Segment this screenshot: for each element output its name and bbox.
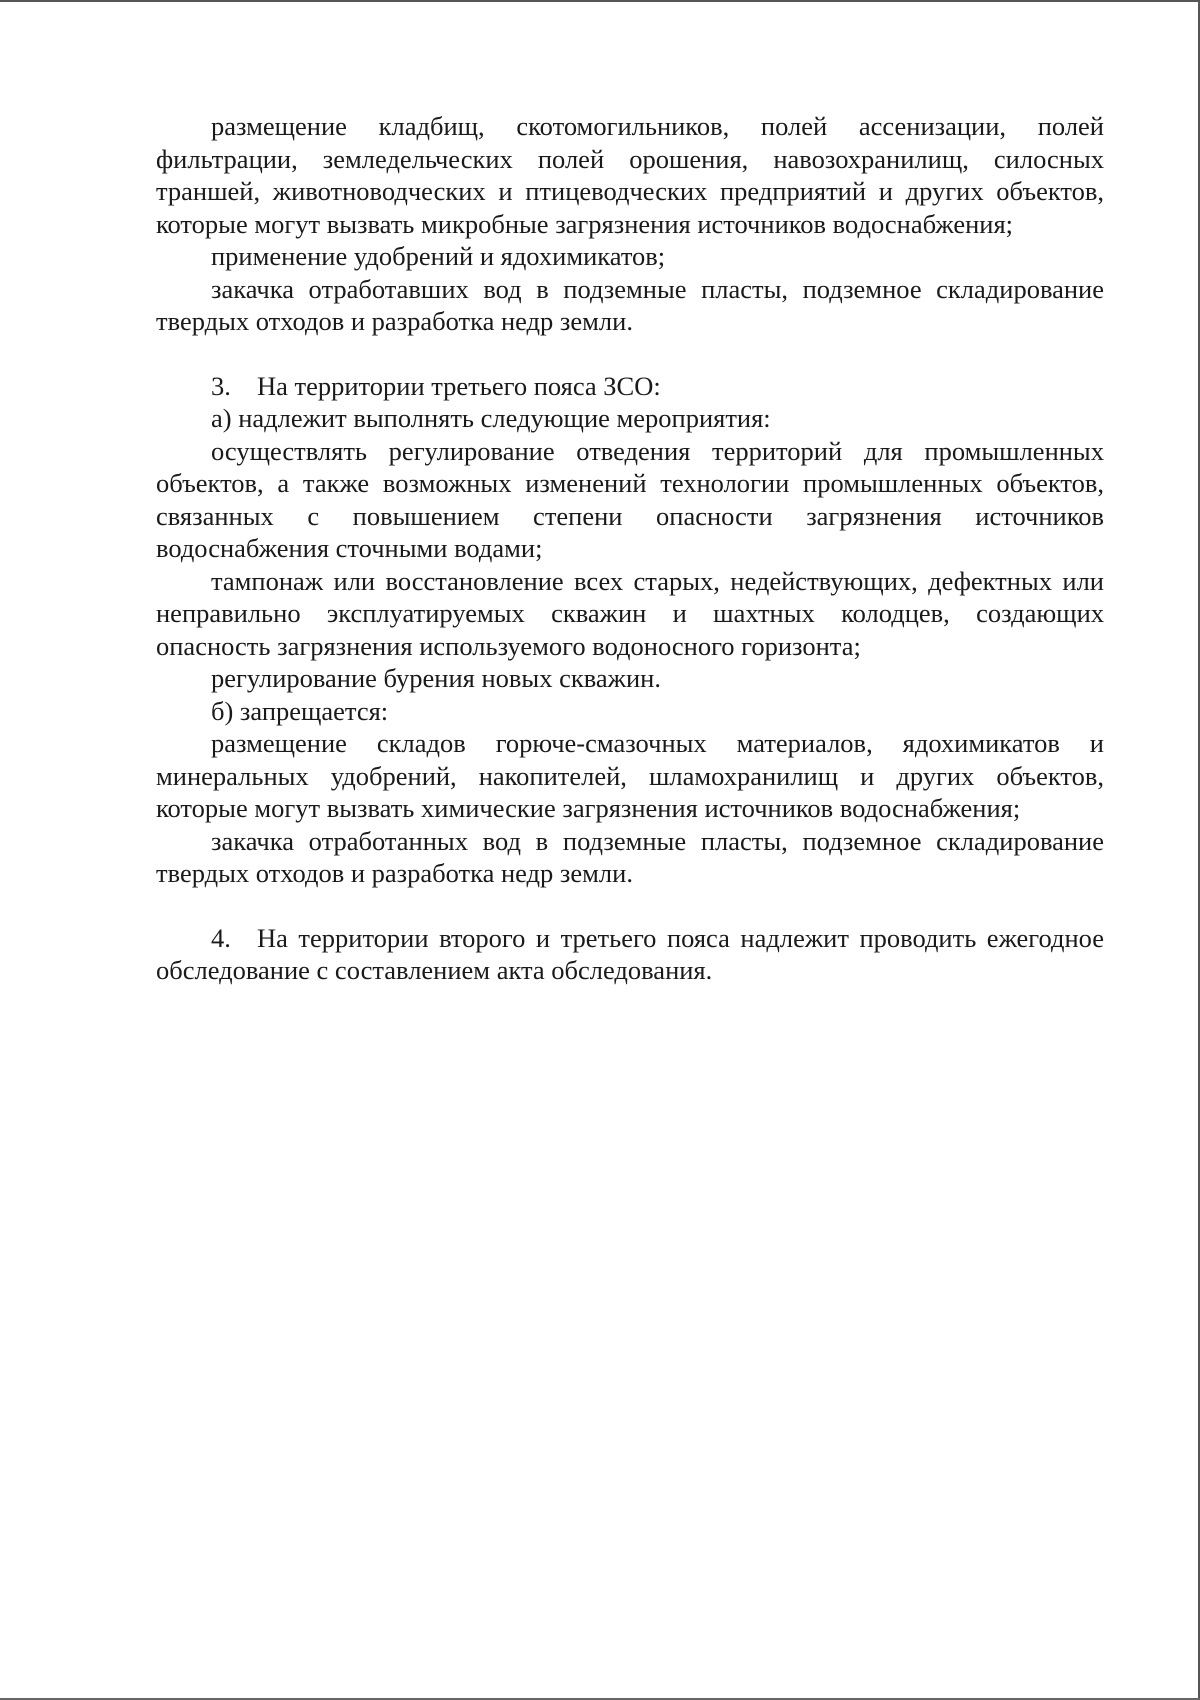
paragraph-wastewater-injection: закачка отработавших вод в подземные пласты, подземное складирование твердых отходов и разработка недр земли.	[156, 273, 1104, 336]
paragraph-territory-regulation: осуществлять регулирование отведения территорий для промышленных объектов, а также возможных изменений технологии промышленных объектов, связанных с повышением степени опасности загрязнения источников водоснабжения сточными водами;	[156, 435, 1104, 563]
document-body	[156, 110, 1104, 987]
section-4-text: На территории второго и третьего пояса надлежит проводить ежегодное обследование с составлением акта обследования.	[156, 922, 1104, 985]
paragraph-fertilizers: применение удобрений и ядохимикатов;	[211, 241, 666, 271]
paragraph-drilling-regulation: регулирование бурения новых скважин.	[211, 663, 661, 693]
paragraph-fuel-storage: размещение складов горюче-смазочных материалов, ядохимикатов и минеральных удобрений, накопителей, шламохранилищ и других объектов, которые могут вызвать химические загрязнения источников водоснабжения;	[156, 728, 1104, 823]
section-3-heading	[156, 370, 1104, 403]
paragraph-well-plugging: тампонаж или восстановление всех старых, недействующих, дефектных или неправильно эксплуатируемых скважин и шахтных колодцев, создающих опасность загрязнения используемого водоносного горизонта;	[156, 565, 1104, 661]
scan-edge-top	[0, 0, 1200, 2]
section-3-text: На территории третьего пояса ЗСО:	[257, 370, 661, 401]
paragraph-waste-injection: закачка отработанных вод в подземные пласты, подземное складирование твердых отходов и разработка недр земли.	[156, 825, 1104, 888]
paragraph-burial-sites: размещение кладбищ, скотомогильников, полей ассенизации, полей фильтрации, земледельческих полей орошения, навозохранилищ, силосных траншей, животноводческих и птицеводческих предприятий и других объектов, которые могут вызвать микробные загрязнения источников водоснабжения;	[156, 111, 1104, 239]
section-4-heading	[156, 922, 1104, 987]
paragraph-required-measures: а) надлежит выполнять следующие мероприятия:	[211, 403, 771, 433]
section-number: 3.	[211, 370, 231, 401]
paragraph-prohibited: б) запрещается:	[211, 695, 389, 726]
section-number: 4.	[211, 922, 231, 953]
